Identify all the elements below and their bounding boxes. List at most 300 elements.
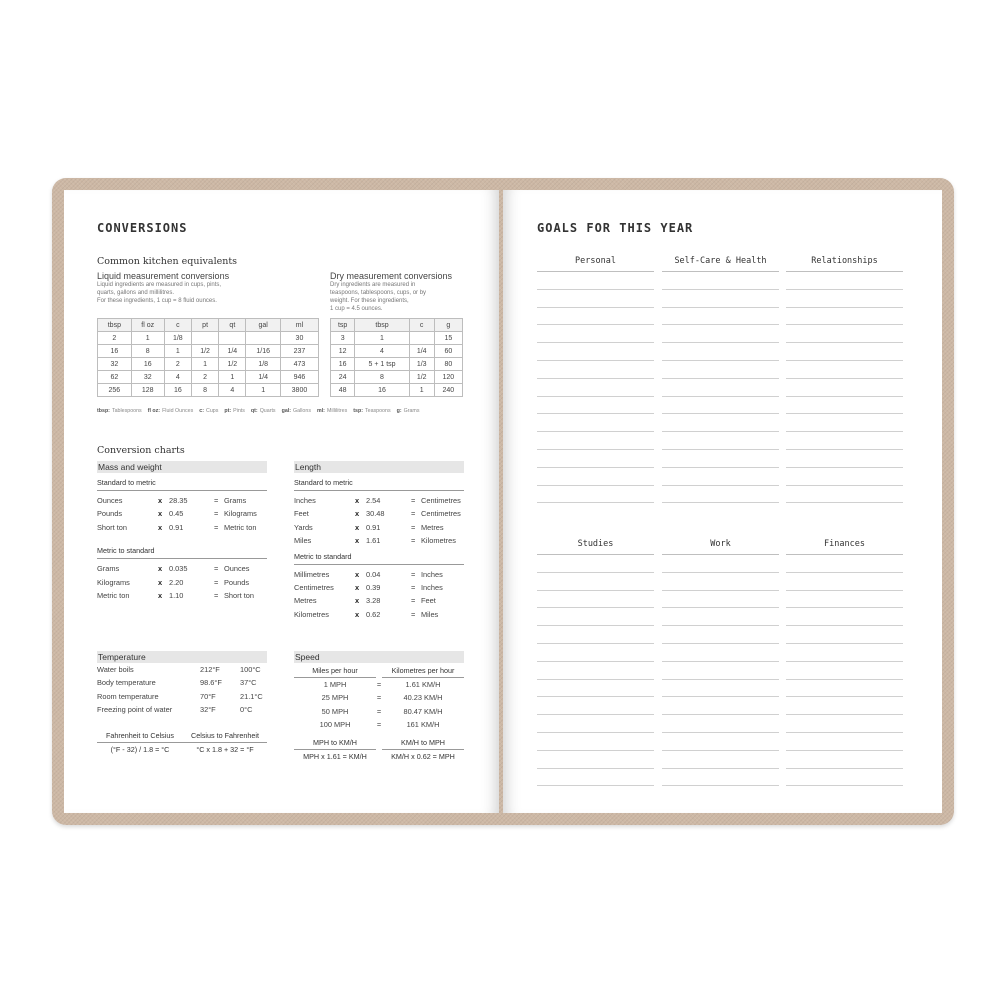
goal-column-heading: Work <box>662 534 779 555</box>
writing-line[interactable] <box>786 450 903 468</box>
conversion-cell: = <box>411 509 416 519</box>
table-cell <box>219 332 246 345</box>
writing-line[interactable] <box>662 361 779 379</box>
speed-row <box>294 678 464 691</box>
writing-line[interactable] <box>537 361 654 379</box>
table-cell: 1 <box>219 371 246 384</box>
legend-item <box>397 408 420 414</box>
conversion-row <box>294 594 464 607</box>
conversion-row <box>294 581 464 594</box>
writing-line[interactable] <box>537 591 654 609</box>
table-cell: 1/16 <box>246 345 280 358</box>
table-row <box>98 332 319 345</box>
goal-column-heading: Personal <box>537 251 654 272</box>
goal-column-relationships <box>786 251 903 503</box>
conversion-cell: Pounds <box>97 509 123 519</box>
speed-cell: 161 KM/H <box>406 720 440 730</box>
page-title: CONVERSIONS <box>97 221 188 235</box>
writing-line[interactable] <box>662 608 779 626</box>
temperature-row <box>97 690 267 703</box>
temperature-cell: 100°C <box>240 665 261 674</box>
goal-column-personal <box>537 251 654 503</box>
writing-line[interactable] <box>537 308 654 326</box>
conversion-cell: Grams <box>97 564 120 574</box>
conversion-cell: Metric ton <box>97 590 130 600</box>
conversion-cell: Grams <box>224 496 247 505</box>
table-cell <box>409 332 434 345</box>
table-cell: 62 <box>98 371 132 384</box>
conversion-cell: 0.39 <box>366 582 381 592</box>
conversion-cell: 2.20 <box>169 577 184 587</box>
table-cell: 128 <box>131 384 164 397</box>
legend-text: Pints <box>233 408 245 414</box>
table-row <box>331 345 463 358</box>
conversion-cell: = <box>214 577 219 587</box>
writing-line[interactable] <box>786 644 903 662</box>
table-row <box>331 384 463 397</box>
conversion-cell: x <box>355 609 360 619</box>
writing-line[interactable] <box>786 272 903 290</box>
conversion-cell: = <box>411 582 416 592</box>
writing-line[interactable] <box>786 715 903 733</box>
writing-line[interactable] <box>786 662 903 680</box>
legend-abbr: fl oz: <box>147 408 161 414</box>
table-cell: 16 <box>331 358 355 371</box>
table-cell: 1 <box>191 358 218 371</box>
legend-item <box>282 408 311 414</box>
speed-col-kmh: Kilometres per hour <box>382 666 464 678</box>
writing-line[interactable] <box>537 644 654 662</box>
mass-rows-std <box>97 494 267 534</box>
mass-std-to-metric: Standard to metric <box>97 478 267 491</box>
temperature-row <box>97 663 267 676</box>
writing-line[interactable] <box>662 414 779 432</box>
temperature-cell: Room temperature <box>97 691 159 701</box>
conversion-cell: 2.54 <box>366 496 381 505</box>
writing-line[interactable] <box>537 343 654 361</box>
writing-line[interactable] <box>786 468 903 486</box>
temperature-cell: 21.1°C <box>240 691 263 701</box>
writing-line[interactable] <box>786 751 903 769</box>
table-cell: 8 <box>131 345 164 358</box>
writing-line[interactable] <box>662 432 779 450</box>
writing-line[interactable] <box>786 361 903 379</box>
length-heading: Length <box>294 461 464 473</box>
length-rows-metric <box>294 568 464 622</box>
table-cell: 48 <box>331 384 355 397</box>
conversion-cell: 28.35 <box>169 496 188 505</box>
writing-line[interactable] <box>537 290 654 308</box>
writing-line[interactable] <box>662 343 779 361</box>
dry-heading: Dry measurement conversions <box>330 271 453 281</box>
c-to-f-formula: °C x 1.8 + 32 = °F <box>183 742 267 754</box>
left-page <box>64 190 499 813</box>
goal-column-heading: Self-Care & Health <box>662 251 779 272</box>
conversion-cell: = <box>411 536 416 546</box>
temperature-cell: 32°F <box>200 705 216 715</box>
legend-text: Gallons <box>293 408 311 414</box>
table-cell: 2 <box>164 358 191 371</box>
note-line: weight. For these ingredients, <box>330 298 409 304</box>
table-header-cell: gal <box>246 319 280 332</box>
conversion-cell: x <box>158 509 163 519</box>
writing-line[interactable] <box>662 486 779 504</box>
table-cell: 256 <box>98 384 132 397</box>
writing-line[interactable] <box>786 608 903 626</box>
writing-line[interactable] <box>786 486 903 504</box>
writing-line[interactable] <box>786 414 903 432</box>
table-header-row <box>331 319 463 332</box>
note-line: Liquid ingredients are measured in cups, pints, <box>97 282 222 288</box>
table-cell: 1 <box>355 332 409 345</box>
table-cell: 1/4 <box>409 345 434 358</box>
table-header-cell: tbsp <box>355 319 409 332</box>
writing-line[interactable] <box>786 697 903 715</box>
conversion-row <box>294 507 464 520</box>
writing-line[interactable] <box>662 733 779 751</box>
conversion-cell: = <box>411 496 416 505</box>
goal-column-finances <box>786 534 903 786</box>
writing-line[interactable] <box>537 450 654 468</box>
length-std-to-metric: Standard to metric <box>294 478 464 491</box>
table-cell: 946 <box>280 371 318 384</box>
conversion-row <box>97 576 267 589</box>
goal-column-heading: Relationships <box>786 251 903 272</box>
legend-abbr: qt: <box>250 408 258 414</box>
conversion-cell: x <box>158 564 163 574</box>
liquid-heading: Liquid measurement conversions <box>97 271 230 281</box>
writing-line[interactable] <box>786 308 903 326</box>
table-cell: 237 <box>280 345 318 358</box>
table-cell: 2 <box>191 371 218 384</box>
note-line: quarts, gallons and millilitres. <box>97 290 175 296</box>
legend-item <box>251 408 276 414</box>
legend-abbr: tsp: <box>353 408 363 414</box>
table-header-cell: pt <box>191 319 218 332</box>
writing-line[interactable] <box>537 697 654 715</box>
writing-line[interactable] <box>662 325 779 343</box>
conversion-cell: Centimetres <box>294 582 334 592</box>
conversion-row <box>97 494 267 507</box>
writing-line[interactable] <box>662 715 779 733</box>
goal-lines[interactable] <box>662 272 779 503</box>
conversion-cell: 0.04 <box>366 569 381 579</box>
table-row <box>98 371 319 384</box>
speed-row <box>294 705 464 718</box>
mass-heading: Mass and weight <box>97 461 267 473</box>
table-row <box>98 384 319 397</box>
writing-line[interactable] <box>662 751 779 769</box>
table-cell: 60 <box>434 345 462 358</box>
conversion-cell: 0.91 <box>169 522 184 532</box>
conversion-cell: = <box>214 590 219 600</box>
goal-lines[interactable] <box>537 272 654 503</box>
c-to-f-label: Celsius to Fahrenheit <box>191 730 259 740</box>
table-cell: 1 <box>131 332 164 345</box>
conversion-cell: x <box>355 569 360 579</box>
legend-text: Cups <box>206 408 219 414</box>
kitchen-heading: Common kitchen equivalents <box>97 256 238 267</box>
writing-line[interactable] <box>786 680 903 698</box>
writing-line[interactable] <box>537 468 654 486</box>
conversion-cell: Metres <box>421 522 444 532</box>
writing-line[interactable] <box>662 573 779 591</box>
writing-line[interactable] <box>537 272 654 290</box>
conversion-cell: x <box>355 522 360 532</box>
writing-line[interactable] <box>786 343 903 361</box>
writing-line[interactable] <box>786 290 903 308</box>
writing-line[interactable] <box>786 626 903 644</box>
conversion-cell: = <box>214 496 219 505</box>
writing-line[interactable] <box>537 769 654 787</box>
table-cell: 1/8 <box>164 332 191 345</box>
table-cell: 80 <box>434 358 462 371</box>
legend-text: Grams <box>403 408 420 414</box>
legend-text: Tablespoons <box>111 408 142 414</box>
length-metric-to-std: Metric to standard <box>294 552 464 565</box>
table-cell: 16 <box>355 384 409 397</box>
writing-line[interactable] <box>662 450 779 468</box>
writing-line[interactable] <box>537 325 654 343</box>
table-cell: 30 <box>280 332 318 345</box>
table-cell: 16 <box>131 358 164 371</box>
table-header-row <box>98 319 319 332</box>
note-line: For these ingredients, 1 cup = 8 fluid ounces. <box>97 298 217 304</box>
conversion-cell: 0.035 <box>169 564 188 574</box>
table-cell: 32 <box>98 358 132 371</box>
writing-line[interactable] <box>537 397 654 415</box>
table-row <box>98 358 319 371</box>
goal-lines[interactable] <box>786 272 903 503</box>
conversion-cell: = <box>214 509 219 519</box>
writing-line[interactable] <box>537 715 654 733</box>
speed-cell: 100 MPH <box>319 720 351 730</box>
writing-line[interactable] <box>537 486 654 504</box>
conversion-row <box>97 521 267 534</box>
writing-line[interactable] <box>662 555 779 573</box>
conversion-row <box>294 608 464 621</box>
conversion-cell: = <box>411 569 416 579</box>
writing-line[interactable] <box>662 591 779 609</box>
speed-heading: Speed <box>294 651 464 663</box>
conversion-cell: Yards <box>294 522 313 532</box>
temperature-cell: Freezing point of water <box>97 705 173 715</box>
speed-cell: 1.61 KM/H <box>405 680 441 689</box>
speed-row <box>294 691 464 704</box>
writing-line[interactable] <box>537 733 654 751</box>
legend-item <box>148 408 194 414</box>
temperature-cell: 37°C <box>240 678 257 688</box>
writing-line[interactable] <box>537 555 654 573</box>
speed-cell: = <box>376 706 382 716</box>
temperature-cell: 0°C <box>240 705 253 715</box>
table-cell: 1 <box>409 384 434 397</box>
legend-abbr: g: <box>396 408 402 414</box>
conversion-cell: Inches <box>421 582 443 592</box>
writing-line[interactable] <box>537 680 654 698</box>
writing-line[interactable] <box>786 733 903 751</box>
legend-item <box>224 408 245 414</box>
note-line: teaspoons, tablespoons, cups, or by <box>330 290 427 296</box>
table-cell: 473 <box>280 358 318 371</box>
legend-item <box>353 408 390 414</box>
writing-line[interactable] <box>662 379 779 397</box>
conversion-cell: Ounces <box>97 496 123 505</box>
writing-line[interactable] <box>662 769 779 787</box>
table-header-cell: fl oz <box>131 319 164 332</box>
writing-line[interactable] <box>786 397 903 415</box>
conversion-cell: x <box>158 496 163 505</box>
f-to-c-label: Fahrenheit to Celsius <box>106 730 174 740</box>
table-cell: 1 <box>164 345 191 358</box>
conversion-cell: Ounces <box>224 564 250 574</box>
table-cell: 1/2 <box>409 371 434 384</box>
writing-line[interactable] <box>662 680 779 698</box>
table-header-cell: ml <box>280 319 318 332</box>
writing-line[interactable] <box>662 308 779 326</box>
writing-line[interactable] <box>537 662 654 680</box>
conversion-cell: Pounds <box>224 577 250 587</box>
dry-note <box>330 281 426 313</box>
writing-line[interactable] <box>786 432 903 450</box>
goal-lines[interactable] <box>786 555 903 786</box>
writing-line[interactable] <box>537 751 654 769</box>
conversion-cell: = <box>411 609 416 619</box>
conversion-cell: Feet <box>294 509 309 519</box>
conversion-cell: x <box>355 596 360 606</box>
goal-column-work <box>662 534 779 786</box>
table-cell: 1/4 <box>219 345 246 358</box>
writing-line[interactable] <box>662 626 779 644</box>
speed-cell: 50 MPH <box>321 706 349 716</box>
conversion-cell: 30.48 <box>366 509 385 519</box>
writing-line[interactable] <box>662 644 779 662</box>
conversion-cell: Miles <box>421 609 439 619</box>
writing-line[interactable] <box>786 573 903 591</box>
conversion-row <box>97 507 267 520</box>
speed-cell: = <box>376 693 382 703</box>
writing-line[interactable] <box>537 379 654 397</box>
writing-line[interactable] <box>662 662 779 680</box>
legend-text: Fluid Ounces <box>162 408 194 414</box>
writing-line[interactable] <box>786 555 903 573</box>
table-cell: 16 <box>98 345 132 358</box>
conversion-cell: x <box>158 577 163 587</box>
conversion-cell: 0.62 <box>366 609 381 619</box>
writing-line[interactable] <box>537 414 654 432</box>
table-cell: 1/2 <box>219 358 246 371</box>
legend-item <box>199 408 218 414</box>
conversion-cell: Short ton <box>97 522 127 532</box>
table-cell: 24 <box>331 371 355 384</box>
writing-line[interactable] <box>786 325 903 343</box>
conversion-cell: Inches <box>294 496 316 505</box>
length-section <box>294 461 464 621</box>
conversion-cell: = <box>411 522 416 532</box>
mph-to-kmh-formula: MPH x 1.61 = KM/H <box>294 749 376 761</box>
table-cell: 3 <box>331 332 355 345</box>
goal-lines[interactable] <box>662 555 779 786</box>
writing-line[interactable] <box>662 468 779 486</box>
writing-line[interactable] <box>537 608 654 626</box>
table-cell: 12 <box>331 345 355 358</box>
table-header-cell: tbsp <box>98 319 132 332</box>
conversion-cell: Inches <box>421 569 443 579</box>
writing-line[interactable] <box>786 379 903 397</box>
writing-line[interactable] <box>662 272 779 290</box>
temperature-cell: 212°F <box>200 665 220 674</box>
table-header-cell: g <box>434 319 462 332</box>
conversion-cell: 1.61 <box>366 536 381 546</box>
table-cell: 15 <box>434 332 462 345</box>
mass-section <box>97 461 267 602</box>
writing-line[interactable] <box>662 697 779 715</box>
legend-text: Teaspoons <box>364 408 391 414</box>
writing-line[interactable] <box>786 769 903 787</box>
speed-cell: 1 MPH <box>323 680 347 689</box>
speed-cell: 80.47 KM/H <box>403 706 443 716</box>
temperature-row <box>97 703 267 716</box>
temperature-heading: Temperature <box>97 651 267 663</box>
table-header-cell: c <box>164 319 191 332</box>
kmh-to-mph-label: KM/H to MPH <box>401 737 445 747</box>
table-header-cell: c <box>409 319 434 332</box>
table-cell: 8 <box>355 371 409 384</box>
liquid-table <box>97 318 319 397</box>
table-cell: 4 <box>219 384 246 397</box>
goal-column-studies <box>537 534 654 786</box>
writing-line[interactable] <box>537 432 654 450</box>
legend-abbr: gal: <box>281 408 292 414</box>
temperature-rows <box>97 663 267 717</box>
conversion-cell: 1.10 <box>169 590 184 600</box>
writing-line[interactable] <box>537 626 654 644</box>
conversion-cell: Kilometres <box>421 536 456 546</box>
speed-cell: 25 MPH <box>321 693 349 703</box>
table-cell: 5 + 1 tsp <box>355 358 409 371</box>
right-page <box>503 190 942 813</box>
writing-line[interactable] <box>537 573 654 591</box>
writing-line[interactable] <box>786 591 903 609</box>
conversion-cell: 0.91 <box>366 522 381 532</box>
conversion-cell: x <box>355 582 360 592</box>
table-cell: 8 <box>191 384 218 397</box>
goal-lines[interactable] <box>537 555 654 786</box>
writing-line[interactable] <box>662 397 779 415</box>
speed-cell: 40.23 KM/H <box>403 693 443 703</box>
table-row <box>331 358 463 371</box>
kmh-to-mph-formula: KM/H x 0.62 = MPH <box>382 749 464 761</box>
temperature-row <box>97 676 267 689</box>
table-cell: 1/3 <box>409 358 434 371</box>
table-cell: 3800 <box>280 384 318 397</box>
table-row <box>98 345 319 358</box>
speed-section <box>294 651 464 761</box>
table-header-cell: qt <box>219 319 246 332</box>
table-cell: 2 <box>98 332 132 345</box>
legend-abbr: tbsp: <box>97 408 110 414</box>
legend-abbr: ml: <box>316 408 325 414</box>
conversion-cell: Centimetres <box>421 509 461 519</box>
conversion-cell: x <box>355 509 360 519</box>
mph-to-kmh-label: MPH to KM/H <box>313 737 357 747</box>
speed-cell: = <box>376 680 382 689</box>
conversion-cell: Metres <box>294 596 317 606</box>
writing-line[interactable] <box>662 290 779 308</box>
table-cell: 16 <box>164 384 191 397</box>
speed-cell: = <box>376 720 382 730</box>
conversion-row <box>294 521 464 534</box>
